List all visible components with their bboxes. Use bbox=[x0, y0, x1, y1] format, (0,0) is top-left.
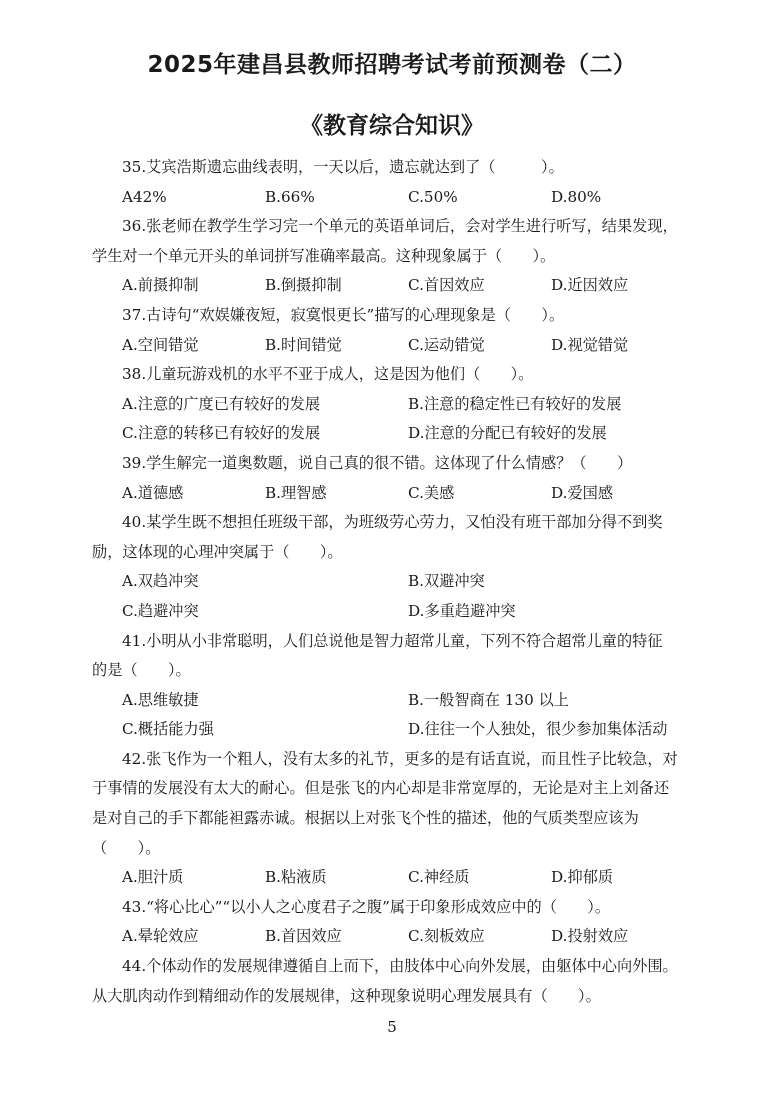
answer-option: A.注意的广度已有较好的发展 bbox=[122, 394, 321, 413]
answer-option: D.爱国感 bbox=[551, 483, 614, 502]
question-stem: 43.“将心比心”“以小人之心度君子之腹”属于印象形成效应中的（ ）。 bbox=[122, 897, 611, 916]
answer-option: A.前摄抑制 bbox=[122, 276, 199, 295]
question-stem: 36.张老师在教学生学习完一个单元的英语单词后，会对学生进行听写，结果发现， bbox=[122, 217, 678, 236]
question-stem-continued: 的是（ ）。 bbox=[92, 661, 191, 680]
answer-option: C.概括能力强 bbox=[122, 720, 214, 739]
answer-option: D.抑郁质 bbox=[551, 868, 614, 887]
answer-option: B.首因效应 bbox=[265, 927, 342, 946]
question-block bbox=[92, 508, 692, 626]
answer-option: C.趋避冲突 bbox=[122, 601, 199, 620]
answer-option: B.注意的稳定性已有较好的发展 bbox=[408, 394, 622, 413]
answer-option: D.80% bbox=[551, 187, 602, 206]
question-stem-continued: 励，这体现的心理冲突属于（ ）。 bbox=[92, 542, 343, 561]
answer-option: A.胆汁质 bbox=[122, 868, 184, 887]
options-row bbox=[92, 390, 692, 420]
options-row bbox=[92, 715, 692, 745]
answer-option: D.往往一个人独处，很少参加集体活动 bbox=[408, 720, 668, 739]
options-row bbox=[92, 686, 692, 716]
answer-option: A.空间错觉 bbox=[122, 335, 199, 354]
answer-option: B.双避冲突 bbox=[408, 572, 485, 591]
answer-option: A.道德感 bbox=[122, 483, 184, 502]
options-row bbox=[92, 271, 692, 301]
question-block bbox=[92, 893, 692, 952]
answer-option: B.粘液质 bbox=[265, 868, 327, 887]
question-stem: 42.张飞作为一个粗人，没有太多的礼节，更多的是有话直说，而且性子比较急，对 bbox=[122, 749, 678, 768]
question-stem: 35.艾宾浩斯遗忘曲线表明，一天以后，遗忘就达到了（ ）。 bbox=[122, 158, 564, 176]
question-block bbox=[92, 212, 692, 301]
answer-option: C.注意的转移已有较好的发展 bbox=[122, 424, 321, 443]
answer-option: B.理智感 bbox=[265, 483, 327, 502]
answer-option: C.首因效应 bbox=[408, 276, 485, 295]
question-stem: 39.学生解完一道奥数题，说自己真的很不错。这体现了什么情感？（ ） bbox=[122, 453, 633, 472]
question-block bbox=[92, 360, 692, 449]
question-stem: 41.小明从小非常聪明，人们总说他是智力超常儿童，下列不符合超常儿童的特征 bbox=[122, 631, 663, 650]
answer-option: B.一般智商在 130 以上 bbox=[408, 690, 569, 709]
options-row bbox=[92, 597, 692, 627]
question-stem-continued: 从大肌肉动作到精细动作的发展规律，这种现象说明心理发展具有（ ）。 bbox=[92, 986, 601, 1005]
answer-option: B.66% bbox=[265, 187, 315, 206]
answer-option: A42% bbox=[122, 187, 167, 206]
page-title: 2025年建昌县教师招聘考试考前预测卷（二） bbox=[147, 52, 637, 78]
answer-option: D.投射效应 bbox=[551, 927, 629, 946]
answer-option: A.双趋冲突 bbox=[122, 572, 199, 591]
question-block bbox=[92, 627, 692, 745]
options-row bbox=[92, 863, 692, 893]
question-block bbox=[92, 952, 692, 1011]
page-number: 5 bbox=[387, 1018, 397, 1036]
answer-option: D.近因效应 bbox=[551, 276, 629, 295]
question-stem: 37.古诗句“欢娱嫌夜短，寂寞恨更长”描写的心理现象是（ ）。 bbox=[122, 305, 565, 324]
question-stem: 44.个体动作的发展规律遵循自上而下，由肢体中心向外发展，由躯体中心向外围。 bbox=[122, 957, 678, 976]
answer-option: A.思维敏捷 bbox=[122, 690, 199, 709]
answer-option: C.运动错觉 bbox=[408, 335, 485, 354]
question-stem-continued: 学生对一个单元开头的单词拼写准确率最高。这种现象属于（ ）。 bbox=[92, 246, 556, 265]
answer-option: B.时间错觉 bbox=[265, 335, 342, 354]
question-block bbox=[92, 449, 692, 508]
page-subtitle: 《教育综合知识》 bbox=[300, 113, 484, 139]
answer-option: D.注意的分配已有较好的发展 bbox=[408, 424, 607, 443]
question-block bbox=[92, 745, 692, 893]
options-row bbox=[92, 922, 692, 952]
question-stem-continued: （ ）。 bbox=[92, 838, 161, 857]
question-stem-continued: 是对自己的手下都能袒露赤诚。根据以上对张飞个性的描述，他的气质类型应该为 bbox=[92, 809, 639, 828]
answer-option: D.多重趋避冲突 bbox=[408, 601, 516, 620]
options-row bbox=[92, 183, 692, 213]
answer-option: B.倒摄抑制 bbox=[265, 276, 342, 295]
question-stem-continued: 于事情的发展没有太大的耐心。但是张飞的内心却是非常宽厚的，无论是对主上刘备还 bbox=[92, 779, 670, 798]
question-block bbox=[92, 301, 692, 360]
options-row bbox=[92, 567, 692, 597]
options-row bbox=[92, 331, 692, 361]
answer-option: D.视觉错觉 bbox=[551, 335, 629, 354]
question-stem: 40.某学生既不想担任班级干部，为班级劳心劳力，又怕没有班干部加分得不到奖 bbox=[122, 513, 663, 532]
answer-option: C.刻板效应 bbox=[408, 927, 485, 946]
question-list bbox=[92, 153, 692, 1011]
options-row bbox=[92, 479, 692, 509]
answer-option: C.50% bbox=[408, 187, 458, 206]
question-block bbox=[92, 153, 692, 212]
options-row bbox=[92, 419, 692, 449]
answer-option: A.晕轮效应 bbox=[122, 927, 199, 946]
answer-option: C.美感 bbox=[408, 483, 455, 502]
answer-option: C.神经质 bbox=[408, 868, 470, 887]
question-stem: 38.儿童玩游戏机的水平不亚于成人，这是因为他们（ ）。 bbox=[122, 365, 534, 384]
